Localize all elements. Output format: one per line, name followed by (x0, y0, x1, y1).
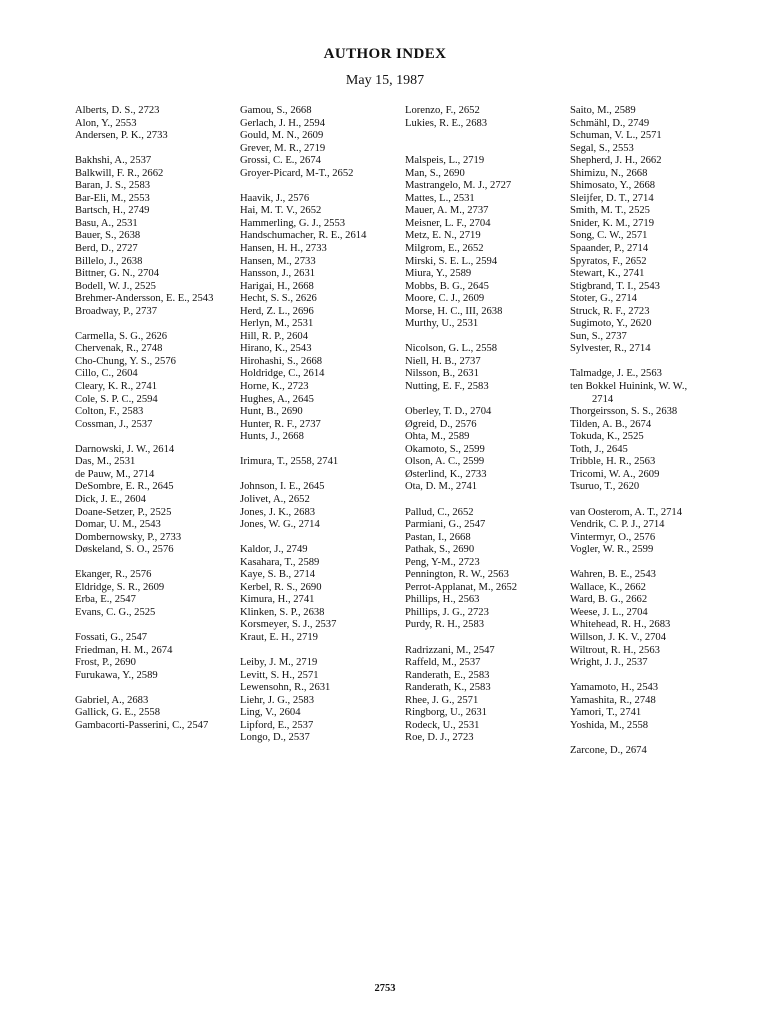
entry-spacer (240, 645, 410, 658)
author-entry: Stewart, K., 2741 (570, 268, 645, 280)
author-entry: Song, C. W., 2571 (570, 230, 648, 242)
author-entry: Randerath, E., 2583 (405, 669, 490, 681)
author-entry: Dick, J. E., 2604 (75, 493, 146, 505)
author-entry: Johnson, I. E., 2645 (240, 481, 325, 493)
author-entry: Raffeld, M., 2537 (405, 657, 481, 669)
author-entry: Øgreid, D., 2576 (405, 418, 477, 430)
author-entry: Yamashita, R., 2748 (570, 694, 656, 706)
author-entry: Struck, R. F., 2723 (570, 305, 650, 317)
author-entry: Miura, Y., 2589 (405, 268, 472, 280)
author-entry: Lukies, R. E., 2683 (405, 117, 488, 129)
entry-spacer (75, 557, 245, 570)
author-entry: Vintermyr, O., 2576 (570, 531, 656, 543)
author-entry: Lewensohn, R., 2631 (240, 682, 331, 694)
author-entry: Ling, V., 2604 (240, 707, 301, 719)
author-entry: Weese, J. L., 2704 (570, 606, 648, 618)
author-entry: Irimura, T., 2558, 2741 (240, 456, 339, 468)
author-entry: Thorgeirsson, S. S., 2638 (570, 406, 678, 418)
author-entry: Liehr, J. G., 2583 (240, 694, 315, 706)
author-entry: Hughes, A., 2645 (240, 393, 314, 405)
author-entry: Berd, D., 2727 (75, 243, 138, 255)
author-entry: Gamou, S., 2668 (240, 105, 312, 116)
author-entry: Sugimoto, Y., 2620 (570, 318, 652, 330)
author-entry: Stoter, G., 2714 (570, 293, 637, 305)
author-entry: Evans, C. G., 2525 (75, 606, 156, 618)
author-entry: Tribble, H. R., 2563 (570, 456, 656, 468)
author-entry: Hirano, K., 2543 (240, 343, 312, 355)
author-entry: Bartsch, H., 2749 (75, 205, 150, 217)
author-entry: Fossati, G., 2547 (75, 631, 148, 643)
author-entry: Herlyn, M., 2531 (240, 318, 314, 330)
author-entry: Rhee, J. G., 2571 (405, 694, 479, 706)
author-entry: Basu, A., 2531 (75, 217, 138, 229)
entry-spacer (405, 632, 575, 645)
author-entry: Ota, D. M., 2741 (405, 481, 478, 493)
entry-spacer (75, 318, 245, 331)
entry-spacer (405, 130, 575, 143)
author-entry: Handschumacher, R. E., 2614 (240, 230, 367, 242)
author-entry: Grossi, C. E., 2674 (240, 155, 321, 167)
author-entry: Hunter, R. F., 2737 (240, 418, 321, 430)
author-entry: Levitt, S. H., 2571 (240, 669, 319, 681)
author-entry: Morse, H. C., III, 2638 (405, 305, 503, 317)
entry-spacer (405, 494, 575, 507)
author-entry: Groyer-Picard, M-T., 2652 (240, 167, 354, 179)
author-entry: Jolivet, A., 2652 (240, 493, 310, 505)
entry-spacer (240, 469, 410, 482)
entry-spacer (405, 331, 575, 344)
page-number: 2753 (374, 983, 396, 994)
author-column-1 (75, 105, 245, 732)
author-entry: Shimizu, N., 2668 (570, 167, 648, 179)
author-entry: Hunt, B., 2690 (240, 406, 303, 418)
author-entry: Sun, S., 2737 (570, 330, 627, 342)
entry-spacer (75, 431, 245, 444)
author-entry: Tricomi, W. A., 2609 (570, 468, 660, 480)
author-entry: Haavik, J., 2576 (240, 192, 310, 204)
author-entry: Purdy, R. H., 2583 (405, 619, 485, 631)
author-entry: Erba, E., 2547 (75, 594, 136, 606)
author-entry: Kaldor, J., 2749 (240, 544, 308, 556)
entry-spacer (75, 682, 245, 695)
author-entry: Yamamoto, H., 2543 (570, 682, 659, 694)
author-entry: Rodeck, U., 2531 (405, 719, 480, 731)
author-entry: Kaye, S. B., 2714 (240, 569, 316, 581)
author-entry: Balkwill, F. R., 2662 (75, 167, 164, 179)
author-entry: Roe, D. J., 2723 (405, 732, 474, 744)
author-entry: Leiby, J. M., 2719 (240, 657, 318, 669)
author-entry: Spaander, P., 2714 (570, 243, 649, 255)
author-entry: Hai, M. T. V., 2652 (240, 205, 322, 217)
author-entry: Yamori, T., 2741 (570, 707, 642, 719)
author-entry: Gambacorti-Passerini, C., 2547 (75, 719, 209, 731)
author-entry: Bauer, S., 2638 (75, 230, 141, 242)
author-entry: Tokuda, K., 2525 (570, 431, 644, 443)
author-entry: Bakhshi, A., 2537 (75, 155, 152, 167)
author-entry: Bar-Eli, M., 2553 (75, 192, 150, 204)
entry-spacer (570, 557, 740, 570)
author-entry: Murthy, U., 2531 (405, 318, 479, 330)
author-entry: Whitehead, R. H., 2683 (570, 619, 671, 631)
author-entry: Mirski, S. E. L., 2594 (405, 255, 498, 267)
author-entry: Doane-Setzer, P., 2525 (75, 506, 172, 518)
author-entry: Toth, J., 2645 (570, 443, 628, 455)
author-entry: Spyratos, F., 2652 (570, 255, 647, 267)
entry-spacer (240, 532, 410, 545)
author-entry: Hammerling, G. J., 2553 (240, 217, 346, 229)
author-entry: ten Bokkel Huinink, W. W., (570, 381, 688, 393)
index-date: May 15, 1987 (345, 73, 425, 88)
author-entry: Olson, A. C., 2599 (405, 456, 485, 468)
author-entry: Holdridge, C., 2614 (240, 368, 325, 380)
entry-spacer (240, 180, 410, 193)
author-entry: Brehmer-Andersson, E. E., 2543 (75, 293, 214, 305)
author-entry: Phillips, J. G., 2723 (405, 606, 489, 618)
author-entry: Willson, J. K. V., 2704 (570, 631, 667, 643)
author-entry: Cillo, C., 2604 (75, 368, 138, 380)
author-entry: Pastan, I., 2668 (405, 531, 471, 543)
index-title: AUTHOR INDEX (323, 46, 447, 62)
author-entry: Vendrik, C. P. J., 2714 (570, 519, 665, 531)
author-entry: Malspeis, L., 2719 (405, 155, 485, 167)
author-column-4 (570, 105, 740, 757)
author-entry: Cossman, J., 2537 (75, 418, 153, 430)
author-entry: Stigbrand, T. I., 2543 (570, 280, 660, 292)
author-entry: Horne, K., 2723 (240, 381, 309, 393)
author-entry: Smith, M. T., 2525 (570, 205, 650, 217)
author-entry: Wiltrout, R. H., 2563 (570, 644, 660, 656)
author-entry: Døskeland, S. O., 2576 (75, 544, 174, 556)
author-entry: Randerath, K., 2583 (405, 682, 491, 694)
author-entry: Gould, M. N., 2609 (240, 130, 324, 142)
entry-spacer (405, 143, 575, 156)
author-entry: Frost, P., 2690 (75, 657, 136, 669)
author-entry: Milgrom, E., 2652 (405, 243, 484, 255)
author-entry: Nilsson, B., 2631 (405, 368, 479, 380)
author-entry: Kerbel, R. S., 2690 (240, 581, 322, 593)
author-entry: Perrot-Applanat, M., 2652 (405, 581, 518, 593)
author-entry: Chervenak, R., 2748 (75, 343, 163, 355)
author-entry: Furukawa, Y., 2589 (75, 669, 158, 681)
author-entry: Sleijfer, D. T., 2714 (570, 192, 654, 204)
author-entry: Klinken, S. P., 2638 (240, 606, 325, 618)
author-entry: Kasahara, T., 2589 (240, 556, 320, 568)
author-entry: Cleary, K. R., 2741 (75, 381, 157, 393)
author-entry: Metz, E. N., 2719 (405, 230, 481, 242)
author-entry: Mobbs, B. G., 2645 (405, 280, 489, 292)
author-entry: Vogler, W. R., 2599 (570, 544, 654, 556)
author-entry: Bittner, G. N., 2704 (75, 268, 160, 280)
author-entry: Hunts, J., 2668 (240, 431, 304, 443)
author-entry: Peng, Y-M., 2723 (405, 556, 480, 568)
author-entry: Shimosato, Y., 2668 (570, 180, 656, 192)
author-entry: Broadway, P., 2737 (75, 305, 157, 317)
author-entry: Herd, Z. L., 2696 (240, 305, 314, 317)
entry-spacer (75, 619, 245, 632)
author-entry: Wahren, B. E., 2543 (570, 569, 656, 581)
author-entry: Jones, J. K., 2683 (240, 506, 316, 518)
author-entry: Sylvester, R., 2714 (570, 343, 651, 355)
entry-spacer (570, 732, 740, 745)
author-entry: Tilden, A. B., 2674 (570, 418, 652, 430)
author-entry: Oberley, T. D., 2704 (405, 406, 492, 418)
author-entry: Man, S., 2690 (405, 167, 465, 179)
author-entry: Pennington, R. W., 2563 (405, 569, 509, 581)
author-entry: Radrizzani, M., 2547 (405, 644, 495, 656)
author-entry: Gerlach, J. H., 2594 (240, 117, 326, 129)
author-entry: Darnowski, J. W., 2614 (75, 443, 175, 455)
author-entry: Cho-Chung, Y. S., 2576 (75, 355, 176, 367)
author-entry: Mastrangelo, M. J., 2727 (405, 180, 512, 192)
author-column-3 (405, 105, 575, 745)
author-entry: DeSombre, E. R., 2645 (75, 481, 174, 493)
author-entry: Pallud, C., 2652 (405, 506, 474, 518)
author-entry: Billelo, J., 2638 (75, 255, 143, 267)
entry-spacer (570, 356, 740, 369)
author-entry: Gabriel, A., 2683 (75, 694, 149, 706)
author-entry: Grever, M. R., 2719 (240, 142, 326, 154)
author-entry: Niell, H. B., 2737 (405, 355, 481, 367)
author-entry: Tsuruo, T., 2620 (570, 481, 640, 493)
entry-spacer (75, 143, 245, 156)
author-entry: Mattes, L., 2531 (405, 192, 475, 204)
author-entry: Moore, C. J., 2609 (405, 293, 485, 305)
author-entry: Nicolson, G. L., 2558 (405, 343, 498, 355)
author-entry: Gallick, G. E., 2558 (75, 707, 161, 719)
author-entry: Yoshida, M., 2558 (570, 719, 649, 731)
author-entry: Lipford, E., 2537 (240, 719, 314, 731)
author-entry: Hirohashi, S., 2668 (240, 355, 323, 367)
author-entry: Carmella, S. G., 2626 (75, 330, 168, 342)
author-entry: Østerlind, K., 2733 (405, 468, 487, 480)
author-entry: Zarcone, D., 2674 (570, 744, 647, 756)
author-entry: Wallace, K., 2662 (570, 581, 646, 593)
author-entry: Hansson, J., 2631 (240, 268, 316, 280)
author-entry: van Oosterom, A. T., 2714 (570, 506, 683, 518)
entry-spacer (570, 670, 740, 683)
entry-spacer (240, 444, 410, 457)
author-entry: Nutting, E. F., 2583 (405, 381, 489, 393)
author-entry: Kimura, H., 2741 (240, 594, 315, 606)
author-entry: Andersen, P. K., 2733 (75, 130, 168, 142)
author-entry: Ekanger, R., 2576 (75, 569, 152, 581)
author-entry: Das, M., 2531 (75, 456, 136, 468)
author-entry: Hecht, S. S., 2626 (240, 293, 317, 305)
author-entry: Snider, K. M., 2719 (570, 217, 655, 229)
author-entry: Bodell, W. J., 2525 (75, 280, 156, 292)
author-entry: Alberts, D. S., 2723 (75, 105, 160, 116)
author-entry: Schmähl, D., 2749 (570, 117, 650, 129)
author-entry: Harigai, H., 2668 (240, 280, 314, 292)
author-entry: Alon, Y., 2553 (75, 117, 137, 129)
author-entry: Shepherd, J. H., 2662 (570, 155, 662, 167)
author-entry: Wright, J. J., 2537 (570, 657, 648, 669)
author-entry: Longo, D., 2537 (240, 732, 310, 744)
author-entry: Jones, W. G., 2714 (240, 519, 320, 531)
entry-spacer (405, 394, 575, 407)
author-column-2 (240, 105, 410, 745)
author-entry: Hansen, M., 2733 (240, 255, 316, 267)
author-entry: de Pauw, M., 2714 (75, 468, 155, 480)
author-entry: Baran, J. S., 2583 (75, 180, 151, 192)
author-entry: 2714 (592, 393, 614, 405)
author-entry: Okamoto, S., 2599 (405, 443, 485, 455)
author-entry: Colton, F., 2583 (75, 406, 144, 418)
entry-spacer (570, 494, 740, 507)
author-entry: Talmadge, J. E., 2563 (570, 368, 662, 380)
author-entry: Segal, S., 2553 (570, 142, 634, 154)
author-entry: Domar, U. M., 2543 (75, 519, 161, 531)
author-entry: Mauer, A. M., 2737 (405, 205, 489, 217)
author-entry: Ward, B. G., 2662 (570, 594, 648, 606)
author-entry: Meisner, L. F., 2704 (405, 217, 491, 229)
author-entry: Hill, R. P., 2604 (240, 330, 308, 342)
author-entry: Lorenzo, F., 2652 (405, 105, 480, 116)
author-entry: Eldridge, S. R., 2609 (75, 581, 165, 593)
author-entry: Parmiani, G., 2547 (405, 519, 486, 531)
author-entry: Kraut, E. H., 2719 (240, 631, 318, 643)
author-entry: Friedman, H. M., 2674 (75, 644, 173, 656)
author-entry: Schuman, V. L., 2571 (570, 130, 662, 142)
author-entry: Cole, S. P. C., 2594 (75, 393, 158, 405)
author-entry: Pathak, S., 2690 (405, 544, 475, 556)
author-entry: Korsmeyer, S. J., 2537 (240, 619, 337, 631)
author-entry: Saito, M., 2589 (570, 105, 636, 116)
author-entry: Dombernowsky, P., 2733 (75, 531, 182, 543)
author-entry: Ringborg, U., 2631 (405, 707, 487, 719)
author-entry: Hansen, H. H., 2733 (240, 243, 327, 255)
author-entry: Phillips, H., 2563 (405, 594, 480, 606)
author-entry: Ohta, M., 2589 (405, 431, 470, 443)
